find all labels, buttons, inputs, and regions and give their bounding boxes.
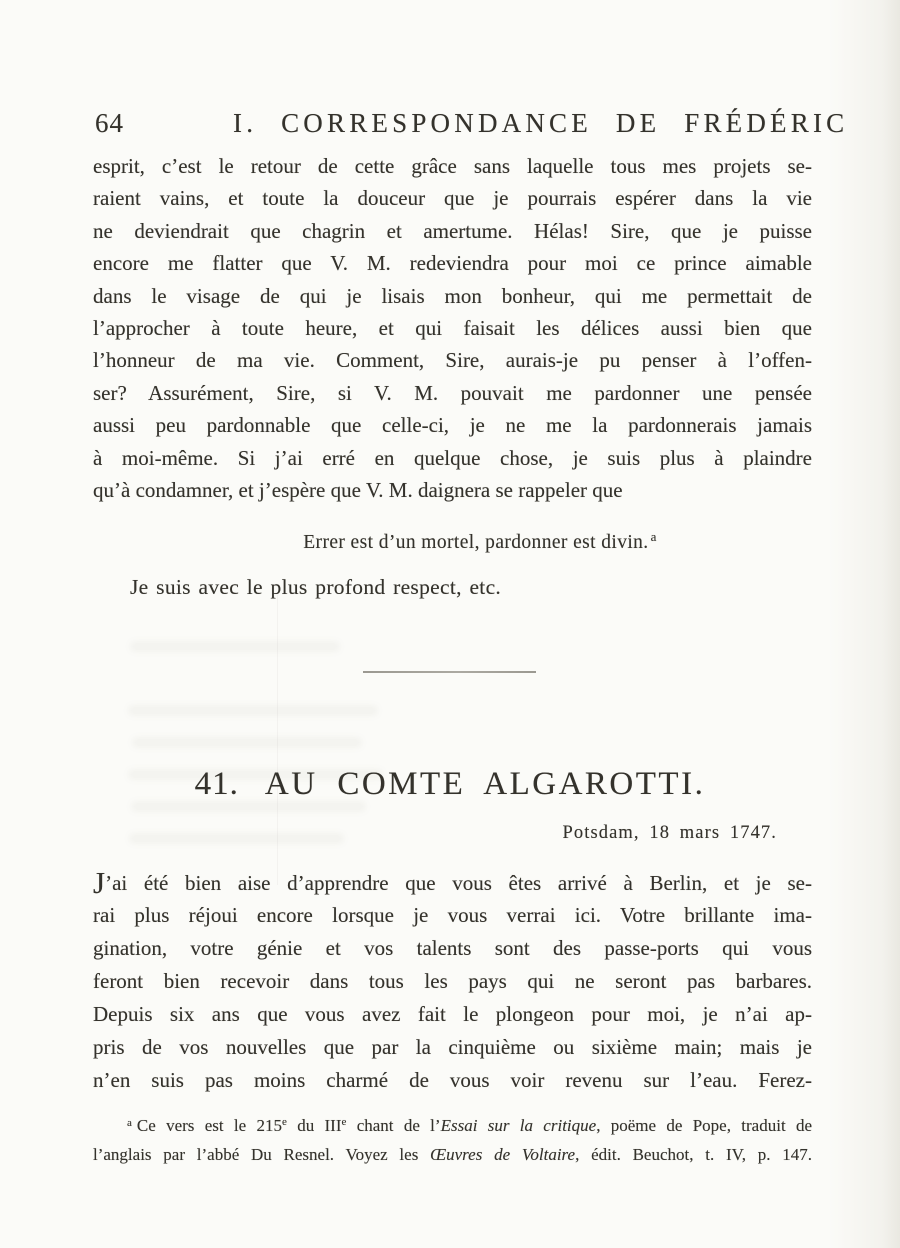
text-line-rest: ’ai été bien aise d’apprendre que vous êtes arrivé à Berlin, et je se- xyxy=(105,871,812,895)
footnote-text: l’anglais par l’abbé Du Resnel. Voyez les xyxy=(93,1145,431,1164)
footnote-marker: a xyxy=(127,1117,132,1129)
text-line: raient vains, et toute la douceur que je pourrais espérer dans la vie xyxy=(93,186,812,211)
footnote-italic-title: Essai sur la critique xyxy=(440,1116,597,1135)
text-line: à moi-même. Si j’ai erré en quelque chose, je suis plus à plaindre xyxy=(93,445,812,470)
dateline: Potsdam, 18 mars 1747. xyxy=(562,823,777,843)
text-line: l’honneur de ma vie. Comment, Sire, aurais-je pu penser à l’offen- xyxy=(93,348,812,373)
footnote-text: du III xyxy=(286,1116,342,1135)
closing-line: Je suis avec le plus profond respect, etc. xyxy=(130,575,502,599)
text-line: n’en suis pas moins charmé de vous voir revenu sur l’eau. Ferez- xyxy=(93,1068,812,1092)
text-line: feront bien recevoir dans tous les pays qui ne seront pas barbares. xyxy=(93,969,812,993)
verse-text: Errer est d’un mortel, pardonner est divin. xyxy=(303,532,649,553)
footnote-italic-title: Œuvres de Voltaire xyxy=(430,1145,576,1164)
footnote-text: , édit. Beuchot, t. IV, p. 147. xyxy=(575,1145,812,1164)
footnote-line xyxy=(93,1108,812,1140)
letter-title: AU COMTE ALGAROTTI. xyxy=(264,766,706,802)
text-line: aussi peu pardonnable que celle-ci, je ne me la pardonnerais jamais xyxy=(93,413,812,438)
footnote-reference: a xyxy=(650,529,657,544)
letter-body-continuation xyxy=(93,150,812,506)
text-line: l’approcher à toute heure, et qui faisait les délices aussi bien que xyxy=(93,315,812,340)
letter-heading xyxy=(0,766,900,803)
text-line: ne deviendrait que chagrin et amertume. Hélas! Sire, que je puisse xyxy=(93,218,812,243)
bleed-through-artifact xyxy=(128,705,378,716)
footnote-line xyxy=(93,1140,812,1169)
section-divider xyxy=(363,671,536,673)
text-line: esprit, c’est le retour de cette grâce sans laquelle tous mes projets se- xyxy=(93,154,812,178)
letter-number: 41. xyxy=(194,766,239,802)
text-line: gination, votre génie et vos talents sont des passe-ports qui vous xyxy=(93,936,812,960)
running-title: I. CORRESPONDANCE DE FRÉDÉRIC xyxy=(233,108,849,138)
footnote-text: , poëme de Pope, traduit de xyxy=(596,1116,813,1135)
text-line: Depuis six ans que vous avez fait le plongeon pour moi, je n’ai ap- xyxy=(93,1002,812,1026)
text-line: dans le visage de qui je lisais mon bonheur, qui me permettait de xyxy=(93,283,812,308)
superscript: e xyxy=(282,1116,287,1128)
text-line: pris de vos nouvelles que par la cinquième ou sixième main; mais je xyxy=(93,1035,812,1059)
superscript: e xyxy=(341,1116,347,1128)
drop-initial: J xyxy=(93,865,106,900)
page-number: 64 xyxy=(95,108,124,138)
letter-body xyxy=(93,866,812,1097)
text-line: encore me flatter que V. M. redeviendra pour moi ce prince aimable xyxy=(93,251,812,276)
bleed-through-artifact xyxy=(130,641,340,652)
footnote xyxy=(93,1108,812,1169)
text-line xyxy=(93,866,812,899)
text-line: ser? Assurément, Sire, si V. M. pouvait me pardonner une pensée xyxy=(93,380,812,405)
page-header xyxy=(93,108,849,142)
text-line: qu’à condamner, et j’espère que V. M. daignera se rappeler que xyxy=(93,477,623,502)
footnote-text: Ce vers est le 215 xyxy=(136,1116,282,1135)
verse-line xyxy=(60,529,900,554)
text-line: rai plus réjoui encore lorsque je vous verrai ici. Votre brillante ima- xyxy=(93,903,812,927)
footnote-text: chant de l’ xyxy=(346,1116,441,1135)
bleed-through-artifact xyxy=(132,737,362,748)
